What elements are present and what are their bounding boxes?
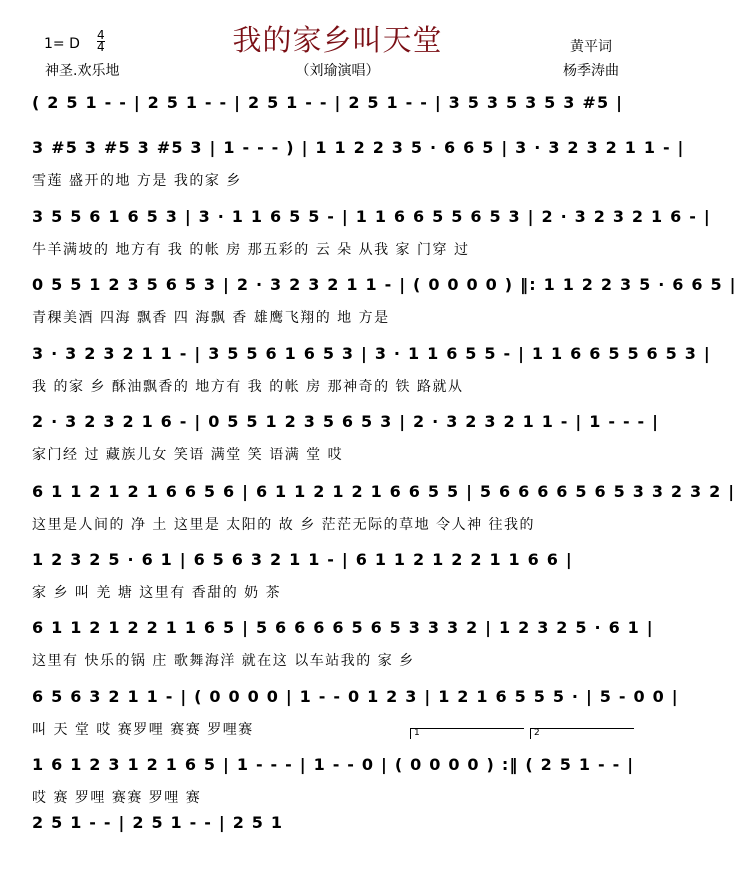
time-signature [97, 30, 105, 53]
volta-first [410, 728, 524, 739]
volta-second [530, 728, 634, 739]
lyrics-line: 青稞美酒 四海 飘香 四 海飘 香 雄鹰飞翔的 地 方是 [32, 310, 390, 326]
lyrics-line: 这里有 快乐的锅 庄 歌舞海洋 就在这 以车站我的 家 乡 [32, 653, 415, 669]
notation-line: 3 #5 3 #5 3 #5 3 | 1 - - - ) | 1 1 2 2 3 5 · 6 6 5 | 3 · 3 2 3 2 1 1 - | [32, 138, 685, 157]
volta-first-label: 1 [414, 728, 420, 738]
composer-credit: 杨季涛曲 [563, 63, 619, 79]
notation-line: 6 5 6 3 2 1 1 - | ( 0 0 0 0 | 1 - - 0 1 2 3 | 1 2 1 6 5 5 5 · | 5 - 0 0 | [32, 687, 679, 706]
notation-line: ( 2 5 1 - - | 2 5 1 - - | 2 5 1 - - | 2 5 1 - - | 3 5 3 5 3 5 3 #5 | [32, 93, 624, 112]
time-signature-bottom: 4 [97, 40, 105, 54]
notation-line: 3 · 3 2 3 2 1 1 - | 3 5 5 6 1 6 5 3 | 3 · 1 1 6 5 5 - | 1 1 6 6 5 5 6 5 3 | [32, 344, 711, 363]
notation-line: 2 · 3 2 3 2 1 6 - | 0 5 5 1 2 3 5 6 5 3 | 2 · 3 2 3 2 1 1 - | 1 - - - | [32, 412, 660, 431]
expression-mark: 神圣.欢乐地 [45, 63, 120, 79]
volta-second-label: 2 [534, 728, 540, 738]
notation-line: 3 5 5 6 1 6 5 3 | 3 · 1 1 6 5 5 - | 1 1 6 6 5 5 6 5 3 | 2 · 3 2 3 2 1 6 - | [32, 207, 711, 226]
lyrics-line: 牛羊满坡的 地方有 我 的帐 房 那五彩的 云 朵 从我 家 门穿 过 [32, 242, 470, 258]
notation-line: 6 1 1 2 1 2 1 6 6 5 6 | 6 1 1 2 1 2 1 6 6 5 5 | 5 6 6 6 6 5 6 5 3 3 2 3 2 | [32, 482, 736, 501]
lyrics-line: 这里是人间的 净 土 这里是 太阳的 故 乡 茫茫无际的草地 令人神 往我的 [32, 517, 536, 533]
notation-line: 6 1 1 2 1 2 2 1 1 6 5 | 5 6 6 6 6 5 6 5 3 3 3 2 | 1 2 3 2 5 · 6 1 | [32, 618, 654, 637]
time-signature-top: 4 [97, 28, 105, 42]
lyrics-line: 叫 天 堂 哎 赛罗哩 赛赛 罗哩赛 [32, 722, 254, 738]
lyrics-line: 哎 赛 罗哩 赛赛 罗哩 赛 [32, 790, 202, 806]
notation-line: 1 6 1 2 3 1 2 1 6 5 | 1 - - - | 1 - - 0 | ( 0 0 0 0 ) :‖ ( 2 5 1 - - | [32, 755, 635, 774]
notation-line: 0 5 5 1 2 3 5 6 5 3 | 2 · 3 2 3 2 1 1 - | ( 0 0 0 0 ) ‖: 1 1 2 2 3 5 · 6 6 5 | [32, 275, 737, 294]
lyricist-credit: 黄平词 [570, 39, 612, 55]
lyrics-line: 家门经 过 藏族儿女 笑语 满堂 笑 语满 堂 哎 [32, 447, 344, 463]
lyrics-line [32, 846, 672, 866]
singer-credit: （刘瑜演唱） [295, 63, 380, 79]
song-title: 我的家乡叫天堂 [232, 23, 443, 57]
lyrics-line: 家 乡 叫 羌 塘 这里有 香甜的 奶 茶 [32, 585, 282, 601]
notation-line: 1 2 3 2 5 · 6 1 | 6 5 6 3 2 1 1 - | 6 1 1 2 1 2 2 1 1 6 6 | [32, 550, 573, 569]
lyrics-line: 雪莲 盛开的地 方是 我的家 乡 [32, 173, 242, 189]
lyrics-line: 我 的家 乡 酥油飘香的 地方有 我 的帐 房 那神奇的 铁 路就从 [32, 379, 464, 395]
notation-line: 2 5 1 - - | 2 5 1 - - | 2 5 1 [32, 813, 284, 832]
key-signature: 1= D [44, 36, 80, 52]
